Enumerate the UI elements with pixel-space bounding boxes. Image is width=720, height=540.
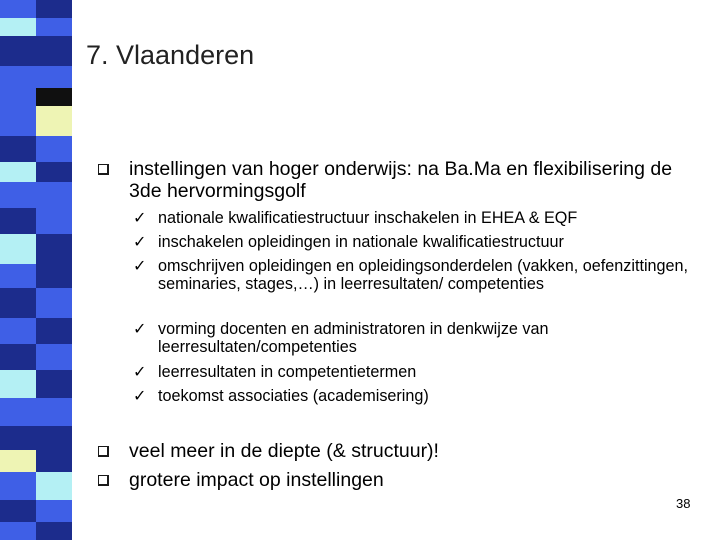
stripe-block bbox=[36, 208, 72, 234]
stripe-block bbox=[36, 234, 72, 264]
stripe-block bbox=[0, 234, 36, 264]
sub-item-text: omschrijven opleidingen en opleidingsonderdelen (vakken, oefenzittingen, seminaries, stages,…) in leerresultaten/ competenties bbox=[158, 257, 689, 293]
checkmark-icon: ✓ bbox=[133, 388, 147, 405]
checkmark-icon: ✓ bbox=[133, 234, 147, 251]
checkmark-icon: ✓ bbox=[133, 321, 147, 338]
page-number: 38 bbox=[676, 496, 691, 511]
checkmark-icon: ✓ bbox=[133, 210, 147, 227]
stripe-block bbox=[36, 136, 72, 162]
stripe-block bbox=[0, 318, 36, 344]
stripe-block bbox=[36, 398, 72, 426]
stripe-block bbox=[0, 66, 36, 88]
stripe-block bbox=[0, 0, 36, 18]
sub-item-text: vorming docenten en administratoren in denkwijze van leerresultaten/competenties bbox=[158, 320, 549, 356]
sub-item-text: toekomst associaties (academisering) bbox=[158, 387, 429, 405]
bullet-text: grotere impact op instellingen bbox=[129, 469, 384, 491]
checkmark-icon: ✓ bbox=[133, 364, 147, 381]
stripe-block bbox=[36, 106, 72, 136]
stripe-block bbox=[36, 18, 72, 36]
bullet-text: veel meer in de diepte (& structuur)! bbox=[129, 440, 439, 462]
sub-item-text: inschakelen opleidingen in nationale kwalificatiestructuur bbox=[158, 233, 564, 251]
stripe-block bbox=[0, 500, 36, 522]
checkmark-icon: ✓ bbox=[133, 258, 147, 275]
stripe-block bbox=[36, 472, 72, 500]
stripe-block bbox=[0, 162, 36, 182]
stripe-block bbox=[36, 66, 72, 88]
stripe-block bbox=[36, 370, 72, 398]
stripe-block bbox=[36, 450, 72, 472]
bullet-text: instellingen van hoger onderwijs: na Ba.Ma en flexibilisering de 3de hervormingsgolf bbox=[129, 158, 673, 202]
sub-item-text: nationale kwalificatiestructuur inschakelen in EHEA & EQF bbox=[158, 209, 578, 227]
stripe-block bbox=[0, 344, 36, 370]
slide-title: 7. Vlaanderen bbox=[86, 40, 255, 70]
stripe-block bbox=[36, 318, 72, 344]
stripe-block bbox=[0, 398, 36, 426]
stripe-block bbox=[36, 182, 72, 208]
square-bullet-icon bbox=[98, 475, 109, 486]
stripe-block bbox=[0, 106, 36, 136]
stripe-block bbox=[0, 136, 36, 162]
sub-item-text: leerresultaten in competentietermen bbox=[158, 363, 417, 381]
stripe-block bbox=[0, 264, 36, 288]
square-bullet-icon bbox=[98, 446, 109, 457]
stripe-block bbox=[0, 522, 36, 540]
stripe-block bbox=[0, 370, 36, 398]
stripe-block bbox=[0, 472, 36, 500]
stripe-block bbox=[36, 500, 72, 522]
stripe-block bbox=[0, 182, 36, 208]
stripe-block bbox=[0, 208, 36, 234]
stripe-block bbox=[0, 36, 36, 66]
stripe-block bbox=[0, 450, 36, 472]
stripe-block bbox=[0, 288, 36, 318]
stripe-block bbox=[0, 18, 36, 36]
stripe-block bbox=[36, 288, 72, 318]
stripe-block bbox=[36, 522, 72, 540]
stripe-block bbox=[36, 88, 72, 106]
stripe-block bbox=[36, 344, 72, 370]
decorative-stripe bbox=[0, 0, 72, 540]
stripe-block bbox=[36, 0, 72, 18]
stripe-block bbox=[36, 426, 72, 450]
stripe-block bbox=[0, 426, 36, 450]
square-bullet-icon bbox=[98, 164, 109, 175]
stripe-block bbox=[36, 264, 72, 288]
stripe-block bbox=[36, 162, 72, 182]
stripe-block bbox=[0, 88, 36, 106]
stripe-block bbox=[36, 36, 72, 66]
